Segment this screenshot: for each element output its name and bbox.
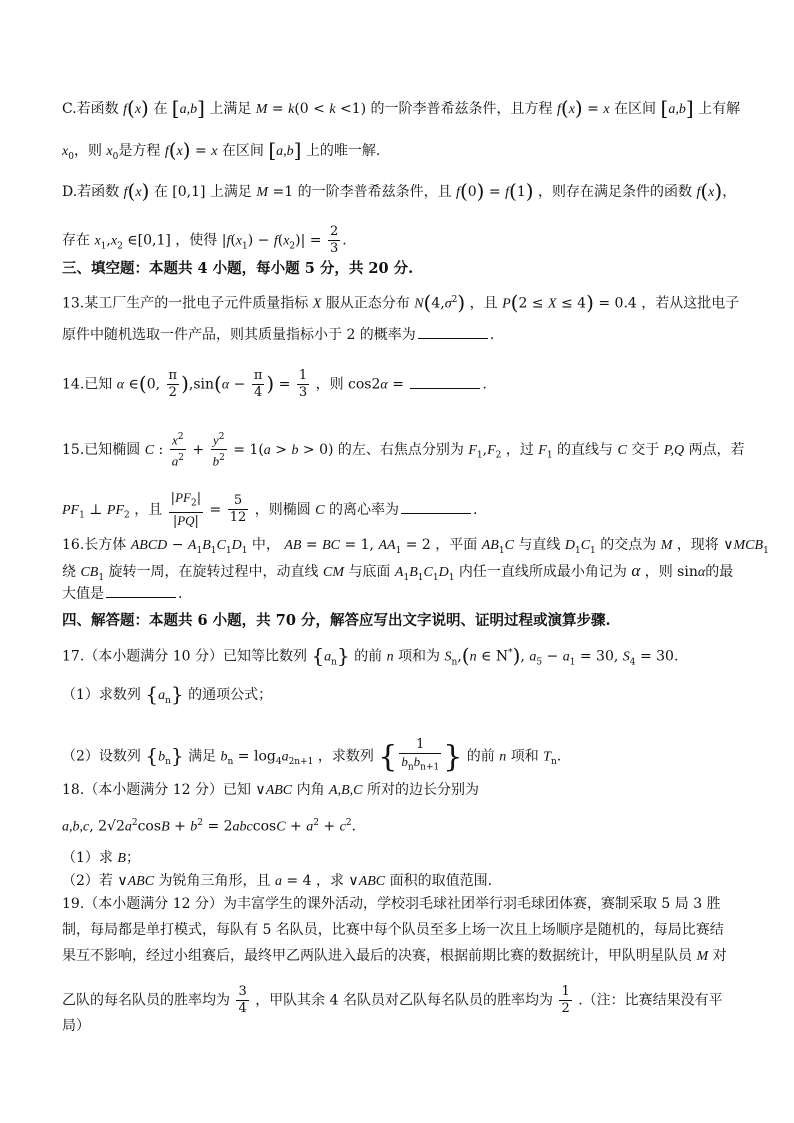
q19-line4: 乙队的每名队员的胜率均为 $\frac{3}{4}$ ，甲队其余 4 名队员对乙队每名队员的胜率均为 $\frac{1}{2}$ .（注：比赛结果没有平: [62, 984, 723, 1016]
q19-line1: 19.（本小题满分 12 分）为丰富学生的课外活动，学校羽毛球社团举行羽毛球团体赛，赛制采取 5 局 3 胜: [62, 896, 721, 912]
section-4-title: 四、解答题：本题共 6 小题，共 70 分，解答应写出文字说明、证明过程或演算步骤.: [62, 612, 611, 629]
q19-line2: 制，每局都是单打模式，每队有 5 名队员，比赛中每个队员至多上场一次且上场顺序是随机的，每局比赛结: [62, 922, 724, 938]
q12-c-line1: C.若函数 f(x) 在 [a,b] 上满足 M = k(0 < k <1) 的一阶李普希兹条件，且方程 f(x) = x 在区间 [a,b] 上有解: [62, 96, 741, 120]
q16-line2: 绕 $CB_1$ 旋转一周，在旋转过程中，动直线 CM 与底面 $A_1B_1C_1D_1$ 内任一直线所成最小角记为 α ，则 sinα的最: [62, 561, 734, 583]
q15-line1: 15.已知椭圆 C : $\frac{x^2}{a^2}$ + $\frac{y^2}{b^2}$ = 1(a > b > 0) 的左、右焦点分别为 $F_1,F_2$ ，过 $F_1$ 的直线与 C 交于 P,Q 两点，若: [62, 429, 745, 471]
answer-blank: [418, 326, 488, 339]
q18-line2: a,b,c, $2√2a^2\cos B + b^2 = 2abccosC + a^2 + c^2$.: [62, 818, 356, 835]
q12-d-line1: D.若函数 f(x) 在 [0,1] 上满足 M =1 的一阶李普希兹条件，且 f(0) = f(1) ，则存在满足条件的函数 f(x)，: [62, 179, 737, 203]
q12-c-line2: $x_0$，则 $x_0$是方程 f(x) = x 在区间 [a,b] 上的唯一解.: [62, 138, 381, 162]
section-3-title: 三、填空题：本题共 4 小题，每小题 5 分，共 20 分.: [62, 260, 414, 277]
q13-line1: 13.某工厂生产的一批电子元件质量指标 X 服从正态分布 $N(4,\sigma^2)$ ，且 P(2 ≤ X ≤ 4) = 0.4 ，若从这批电子: [62, 290, 740, 315]
answer-blank: [410, 376, 480, 389]
q19-line5: 局）: [62, 1018, 90, 1034]
q18-line1: 18.（本小题满分 12 分）已知 ∨ABC 内角 A,B,C 所对的边长分别为: [62, 782, 479, 798]
q13-line2: 原件中随机选取一件产品，则其质量指标小于 2 的概率为 .: [62, 327, 495, 343]
q18-part2: （2）若 ∨ABC 为锐角三角形，且 a = 4 ，求 ∨ABC 面积的取值范围.: [62, 873, 493, 889]
q17-part1: （1）求数列 $\{a_n\}$ 的通项公式；: [62, 682, 273, 706]
fraction: $\frac{2}{3}$: [329, 224, 339, 256]
q18-part1: （1）求 B；: [62, 850, 140, 866]
q16-line1: 16.长方体 ABCD − $A_1B_1C_1D_1$ 中， AB = BC = 1, $AA_1 = 2$ ，平面 $AB_1C$ 与直线 $D_1C_1$ 的交点为 M ，现将 $\vee MCB_1$: [62, 537, 769, 556]
q17-line1: 17.（本小题满分 10 分）已知等比数列 $\{a_n\}$ 的前 n 项和为 $S_n,(n$ ∈ N*), $a_5 - a_1 = 30$, $S_4 = 30$.: [62, 643, 679, 668]
q15-line2: $PF_1$ ⊥ $PF_2$ ，且 $\frac{|PF_2|}{|PQ|}$ = $\frac{5}{12}$ ，则椭圆 C 的离心率为 .: [62, 490, 478, 529]
q14-line: 14.已知 α ∈(0, $\frac{\pi}{2}$ ),sin(α − $\frac{\pi}{4}$ ) = $\frac{1}{3}$ ，则 cos2α = .: [62, 368, 487, 400]
q12-d-line2: 存在 $x_1,x_2$ ∈[0,1] ，使得 $|f(x_1) - f(x_2)|$ = $\frac{2}{3}$ .: [62, 224, 347, 256]
q19-line3: 果互不影响，经过小组赛后，最终甲乙两队进入最后的决赛，根据前期比赛的数据统计，甲队明星队员 M 对: [62, 948, 727, 964]
q17-part2: （2）设数列 $\{b_n\}$ 满足 $b_n = \log_4a_{2n+1}$ ，求数列 { $\frac{1}{b_nb_{n+1}}$ } 的前 n 项和 $T_n$.: [62, 737, 562, 775]
answer-blank: [401, 501, 471, 514]
q16-line3: 大值是 .: [62, 586, 183, 602]
answer-blank: [106, 585, 176, 598]
